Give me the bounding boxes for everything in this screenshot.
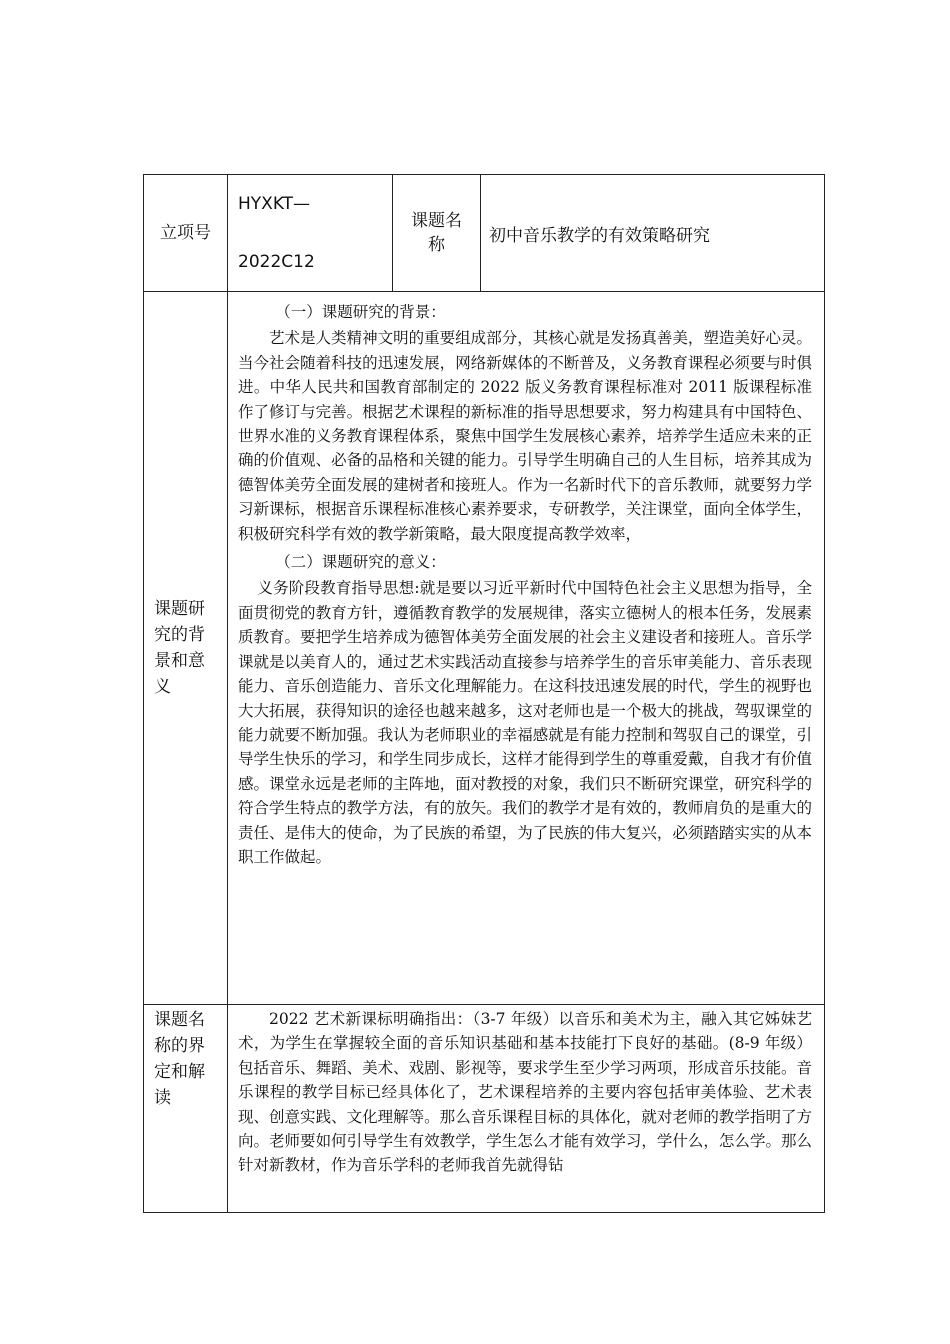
definition-paragraph: 2022 艺术新课标明确指出：（3-7 年级）以音乐和美术为主，融入其它姊妹艺术，为学生在掌握较全面的音乐知识基础和基本技能打下良好的基础。(8-9 年级）包括音乐、舞蹈、美术、戏剧、影视等，要求学生至少学习两项，形成音乐技能。音乐课程的教学目标已经具体化了，艺术课程培养的主要内容包括审美体验、艺术表现、创意实践、文化理解等。那么音乐课程目标的具体化，就对老师的教学指明了方向。老师要如何引导学生有效教学，学生怎么才能有效学习，学什么，怎么学。那么针对新教材，作为音乐学科的老师我首先就得钻	[238, 1010, 812, 1175]
project-form-table	[143, 174, 825, 1213]
background-content	[228, 292, 825, 1005]
background-row	[144, 292, 825, 1005]
definition-row	[144, 1005, 825, 1213]
header-row	[144, 175, 825, 292]
significance-heading: （二）课题研究的意义：	[275, 553, 446, 572]
project-no-line1: HYXKT—	[238, 194, 311, 214]
significance-paragraph: 义务阶段教育指导思想:就是要以习近平新时代中国特色社会主义思想为指导，全面贯彻党的教育方针，遵循教育教学的发展规律，落实立德树人的根本任务，发展素质教育。要把学生培养成为德智体美劳全面发展的社会主义建设者和接班人。音乐学课就是以美育人的，通过艺术实践活动直接参与培养学生的音乐审美能力、音乐表现能力、音乐创造能力、音乐文化理解能力。在这科技迅速发展的时代，学生的视野也大大拓展，获得知识的途径也越来越多，这对老师也是一个极大的挑战，驾驭课堂的能力就要不断加强。我认为老师职业的幸福感就是有能力控制和驾驭自己的课堂，引导学生快乐的学习，和学生同步成长，这样才能得到学生的尊重爱戴，自我才有价值感。课堂永远是老师的主阵地，面对教授的对象，我们只不断研究课堂，研究科学的符合学生特点的教学方法，有的放矢。我们的教学才是有效的，教师肩负的是重大的责任、是伟大的使命，为了民族的希望，为了民族的伟大复兴，必须踏踏实实的从本职工作做起。	[238, 579, 812, 866]
background-heading: （一）课题研究的背景：	[275, 303, 446, 321]
background-label: 课题研究的背景和意义	[144, 292, 228, 1005]
definition-label: 课题名称的界定和解读	[144, 1005, 228, 1213]
definition-content	[228, 1005, 825, 1213]
project-no-line2: 2022C12	[238, 252, 315, 272]
project-no-label: 立项号	[144, 175, 228, 292]
topic-name-value: 初中音乐教学的有效策略研究	[481, 175, 825, 292]
background-paragraph: 艺术是人类精神文明的重要组成部分，其核心就是发扬真善美，塑造美好心灵。当今社会随着科技的迅速发展，网络新媒体的不断普及，义务教育课程必须要与时俱进。中华人民共和国教育部制定的 2022 版义务教育课程标准对 2011 版课程标准作了修订与完善。根据艺术课程的新标准的指导思想要求，努力构建具有中国特色、世界水准的义务教育课程体系，聚焦中国学生发展核心素养，培养学生适应未来的正确的价值观、必备的品格和关键的能力。引导学生明确自己的人生目标，培养其成为德智体美劳全面发展的建树者和接班人。作为一名新时代下的音乐教师，就要努力学习新课标，根据音乐课程标准核心素养要求，专研教学，关注课堂，面向全体学生，积极研究科学有效的教学新策略，最大限度提高教学效率，	[238, 329, 812, 543]
topic-name-label: 课题名称	[393, 175, 481, 292]
project-no-value	[228, 175, 393, 292]
